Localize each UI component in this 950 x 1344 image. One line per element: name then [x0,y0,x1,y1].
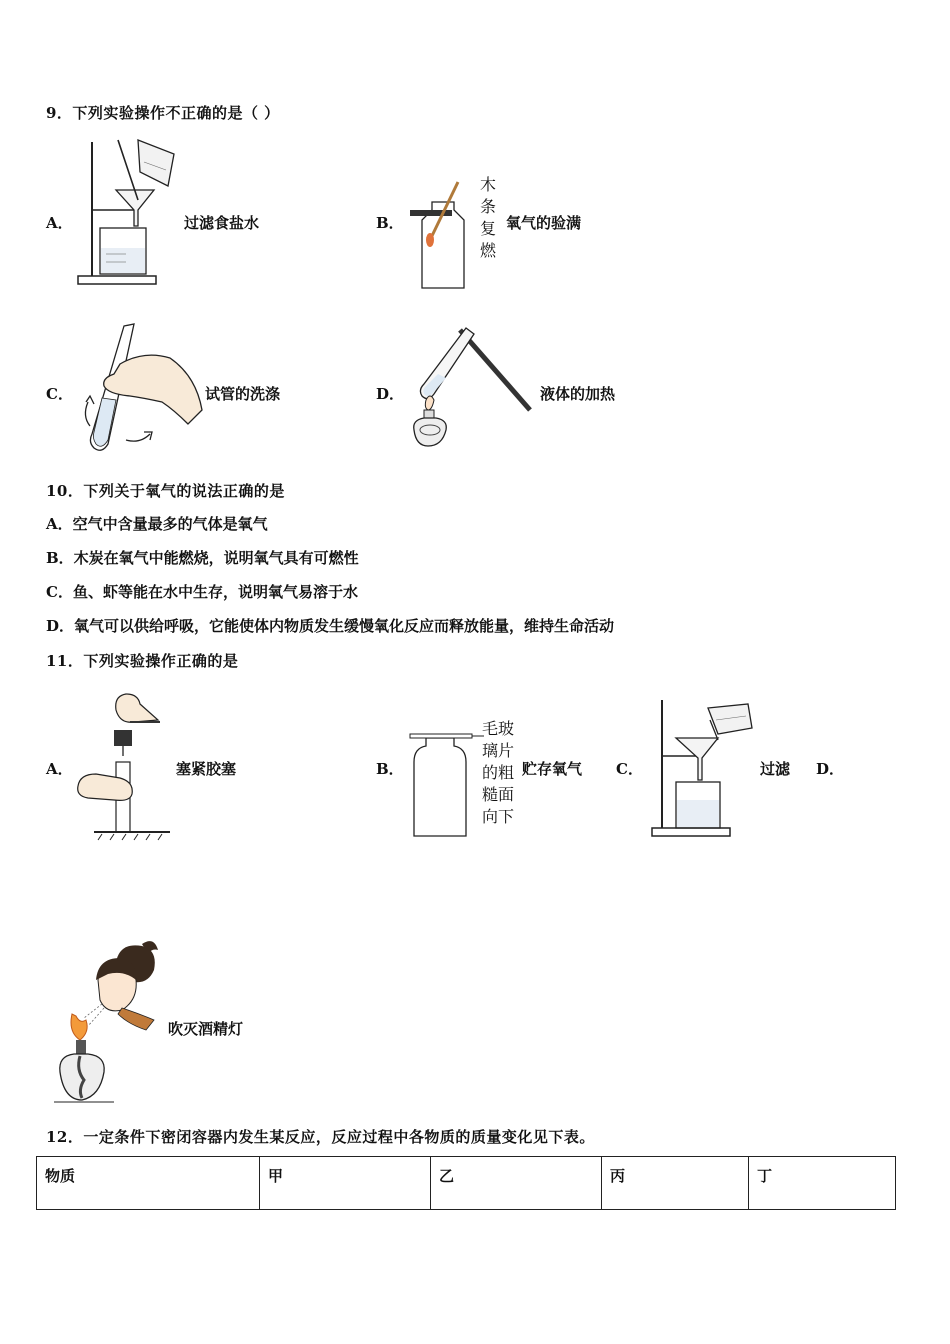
splint-label-char: 燃 [479,241,496,260]
q11-option-b-letter: B． [376,760,404,778]
question-9-stem: 9．下列实验操作不正确的是（ ） [46,104,280,122]
question-12-stem: 12．一定条件下密闭容器内发生某反应，反应过程中各物质的质量变化见下表。 [46,1128,595,1146]
splint-label-char: 条 [479,197,496,216]
q9-option-d-caption: 液体的加热 [540,385,616,403]
q9-option-c-letter: C． [46,385,73,403]
table-header-cell: 丙 [602,1157,749,1210]
table-header-cell: 甲 [260,1157,431,1210]
q11-option-b-caption: 贮存氧气 [522,760,583,778]
glass-plate-label-line: 糙面 [482,785,515,804]
glass-plate-label-line: 璃片 [482,741,515,760]
table-header-cell: 丁 [749,1157,896,1210]
q10-option-c: C．鱼、虾等能在水中生存，说明氧气易溶于水 [46,583,358,601]
table-header-cell: 物质 [37,1157,260,1210]
q11-option-c-letter: C． [616,760,643,778]
q10-option-a: A．空气中含量最多的气体是氧气 [46,515,268,533]
q9-option-b-caption: 氧气的验满 [506,214,582,232]
question-10-stem: 10．下列关于氧气的说法正确的是 [46,482,285,500]
q11-option-a-letter: A． [46,760,73,778]
question-11-stem: 11．下列实验操作正确的是 [46,652,239,670]
gas-bottle-figure [406,728,486,840]
table-row [37,1157,896,1210]
filtration-figure [74,138,194,288]
test-tube-washing-figure [78,320,208,455]
oxygen-test-figure [406,180,476,295]
table-header-cell: 乙 [431,1157,602,1210]
splint-label-char: 木 [479,175,496,194]
q9-option-d-letter: D． [376,385,405,403]
q10-option-b: B．木炭在氧气中能燃烧，说明氧气具有可燃性 [46,549,359,567]
q10-option-d: D．氧气可以供给呼吸，它能使体内物质发生缓慢氧化反应而释放能量，维持生命活动 [46,617,615,635]
blowing-out-lamp-figure [50,940,165,1110]
glass-plate-label-line: 的粗 [482,763,515,782]
q9-option-b-letter: B． [376,214,404,232]
mass-change-table [36,1156,896,1210]
q11-option-d-letter: D． [816,760,845,778]
filtration-figure [648,694,758,842]
glass-plate-label-line: 毛玻 [482,719,515,738]
q9-option-c-caption: 试管的洗涤 [205,385,281,403]
q9-option-a-letter: A． [46,214,73,232]
stopper-insertion-figure [74,690,174,840]
q11-option-c-caption: 过滤 [760,760,791,778]
splint-label-char: 复 [479,219,496,238]
q11-option-a-caption: 塞紧胶塞 [176,760,237,778]
q9-option-a-caption: 过滤食盐水 [184,214,260,232]
q11-option-d-caption: 吹灭酒精灯 [168,1020,244,1038]
liquid-heating-figure [408,322,538,452]
glass-plate-label-line: 向下 [482,807,515,826]
